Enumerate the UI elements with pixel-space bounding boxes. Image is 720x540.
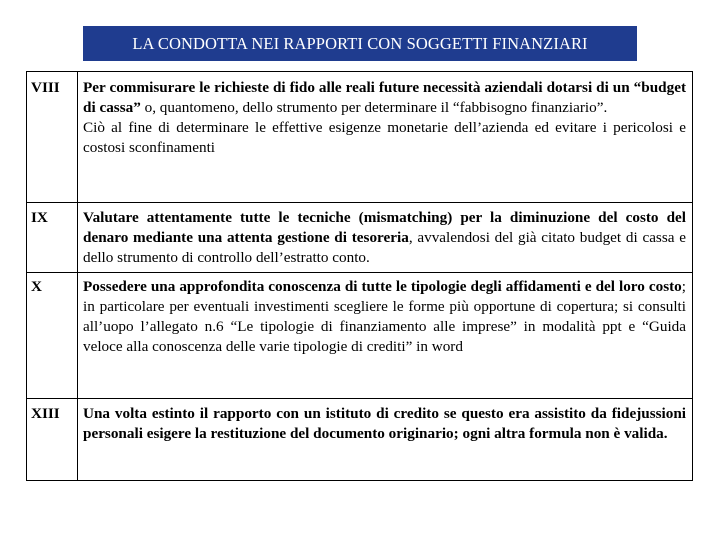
rule-number: X	[27, 273, 78, 399]
rule-text	[78, 399, 693, 481]
table-row	[27, 399, 693, 481]
rule-text	[78, 203, 693, 273]
rule-plain-text: ; in particolare per eventuali investimenti scegliere le forme più opportune di copertura; si consulti all’uopo l’allegato n.6 “Le tipologie di finanziamento alle imprese” in modalità ppt e “Guida veloce alla conoscenza delle varie tipologie di crediti” in word	[83, 278, 686, 355]
rule-bold-text: Valutare attentamente tutte le tecniche (mismatching) per la diminuzione del costo del denaro mediante una attenta gestione di tesoreria	[83, 209, 686, 246]
rule-number: VIII	[27, 72, 78, 203]
rule-plain-text-2: Ciò al fine di determinare le effettive esigenze monetarie dell’azienda ed evitare i pericolosi e costosi sconfinamenti	[83, 119, 686, 156]
rule-bold-text: Per commisurare le richieste di fido alle reali future necessità aziendali dotarsi di un “budget di cassa”	[83, 79, 686, 116]
rule-number: IX	[27, 203, 78, 273]
page-title: LA CONDOTTA NEI RAPPORTI CON SOGGETTI FINANZIARI	[83, 26, 637, 61]
table-row	[27, 72, 693, 203]
rule-number: XIII	[27, 399, 78, 481]
rule-plain-text: , avvalendosi del già citato budget di cassa e dello strumento di controllo dell’estratto conto.	[83, 229, 686, 266]
rule-bold-text: Una volta estinto il rapporto con un istituto di credito se questo era assistito da fidejussioni personali esigere la restituzione del documento originario; ogni altra formula non è valida.	[83, 405, 686, 442]
rule-text	[78, 72, 693, 203]
rule-plain-text: o, quantomeno, dello strumento per determinare il “fabbisogno finanziario”.	[140, 99, 608, 116]
table-row	[27, 203, 693, 273]
conduct-rules-table	[26, 71, 693, 481]
table-row	[27, 273, 693, 399]
rule-bold-text: Possedere una approfondita conoscenza di tutte le tipologie degli affidamenti e del loro costo	[83, 278, 682, 295]
rule-text	[78, 273, 693, 399]
